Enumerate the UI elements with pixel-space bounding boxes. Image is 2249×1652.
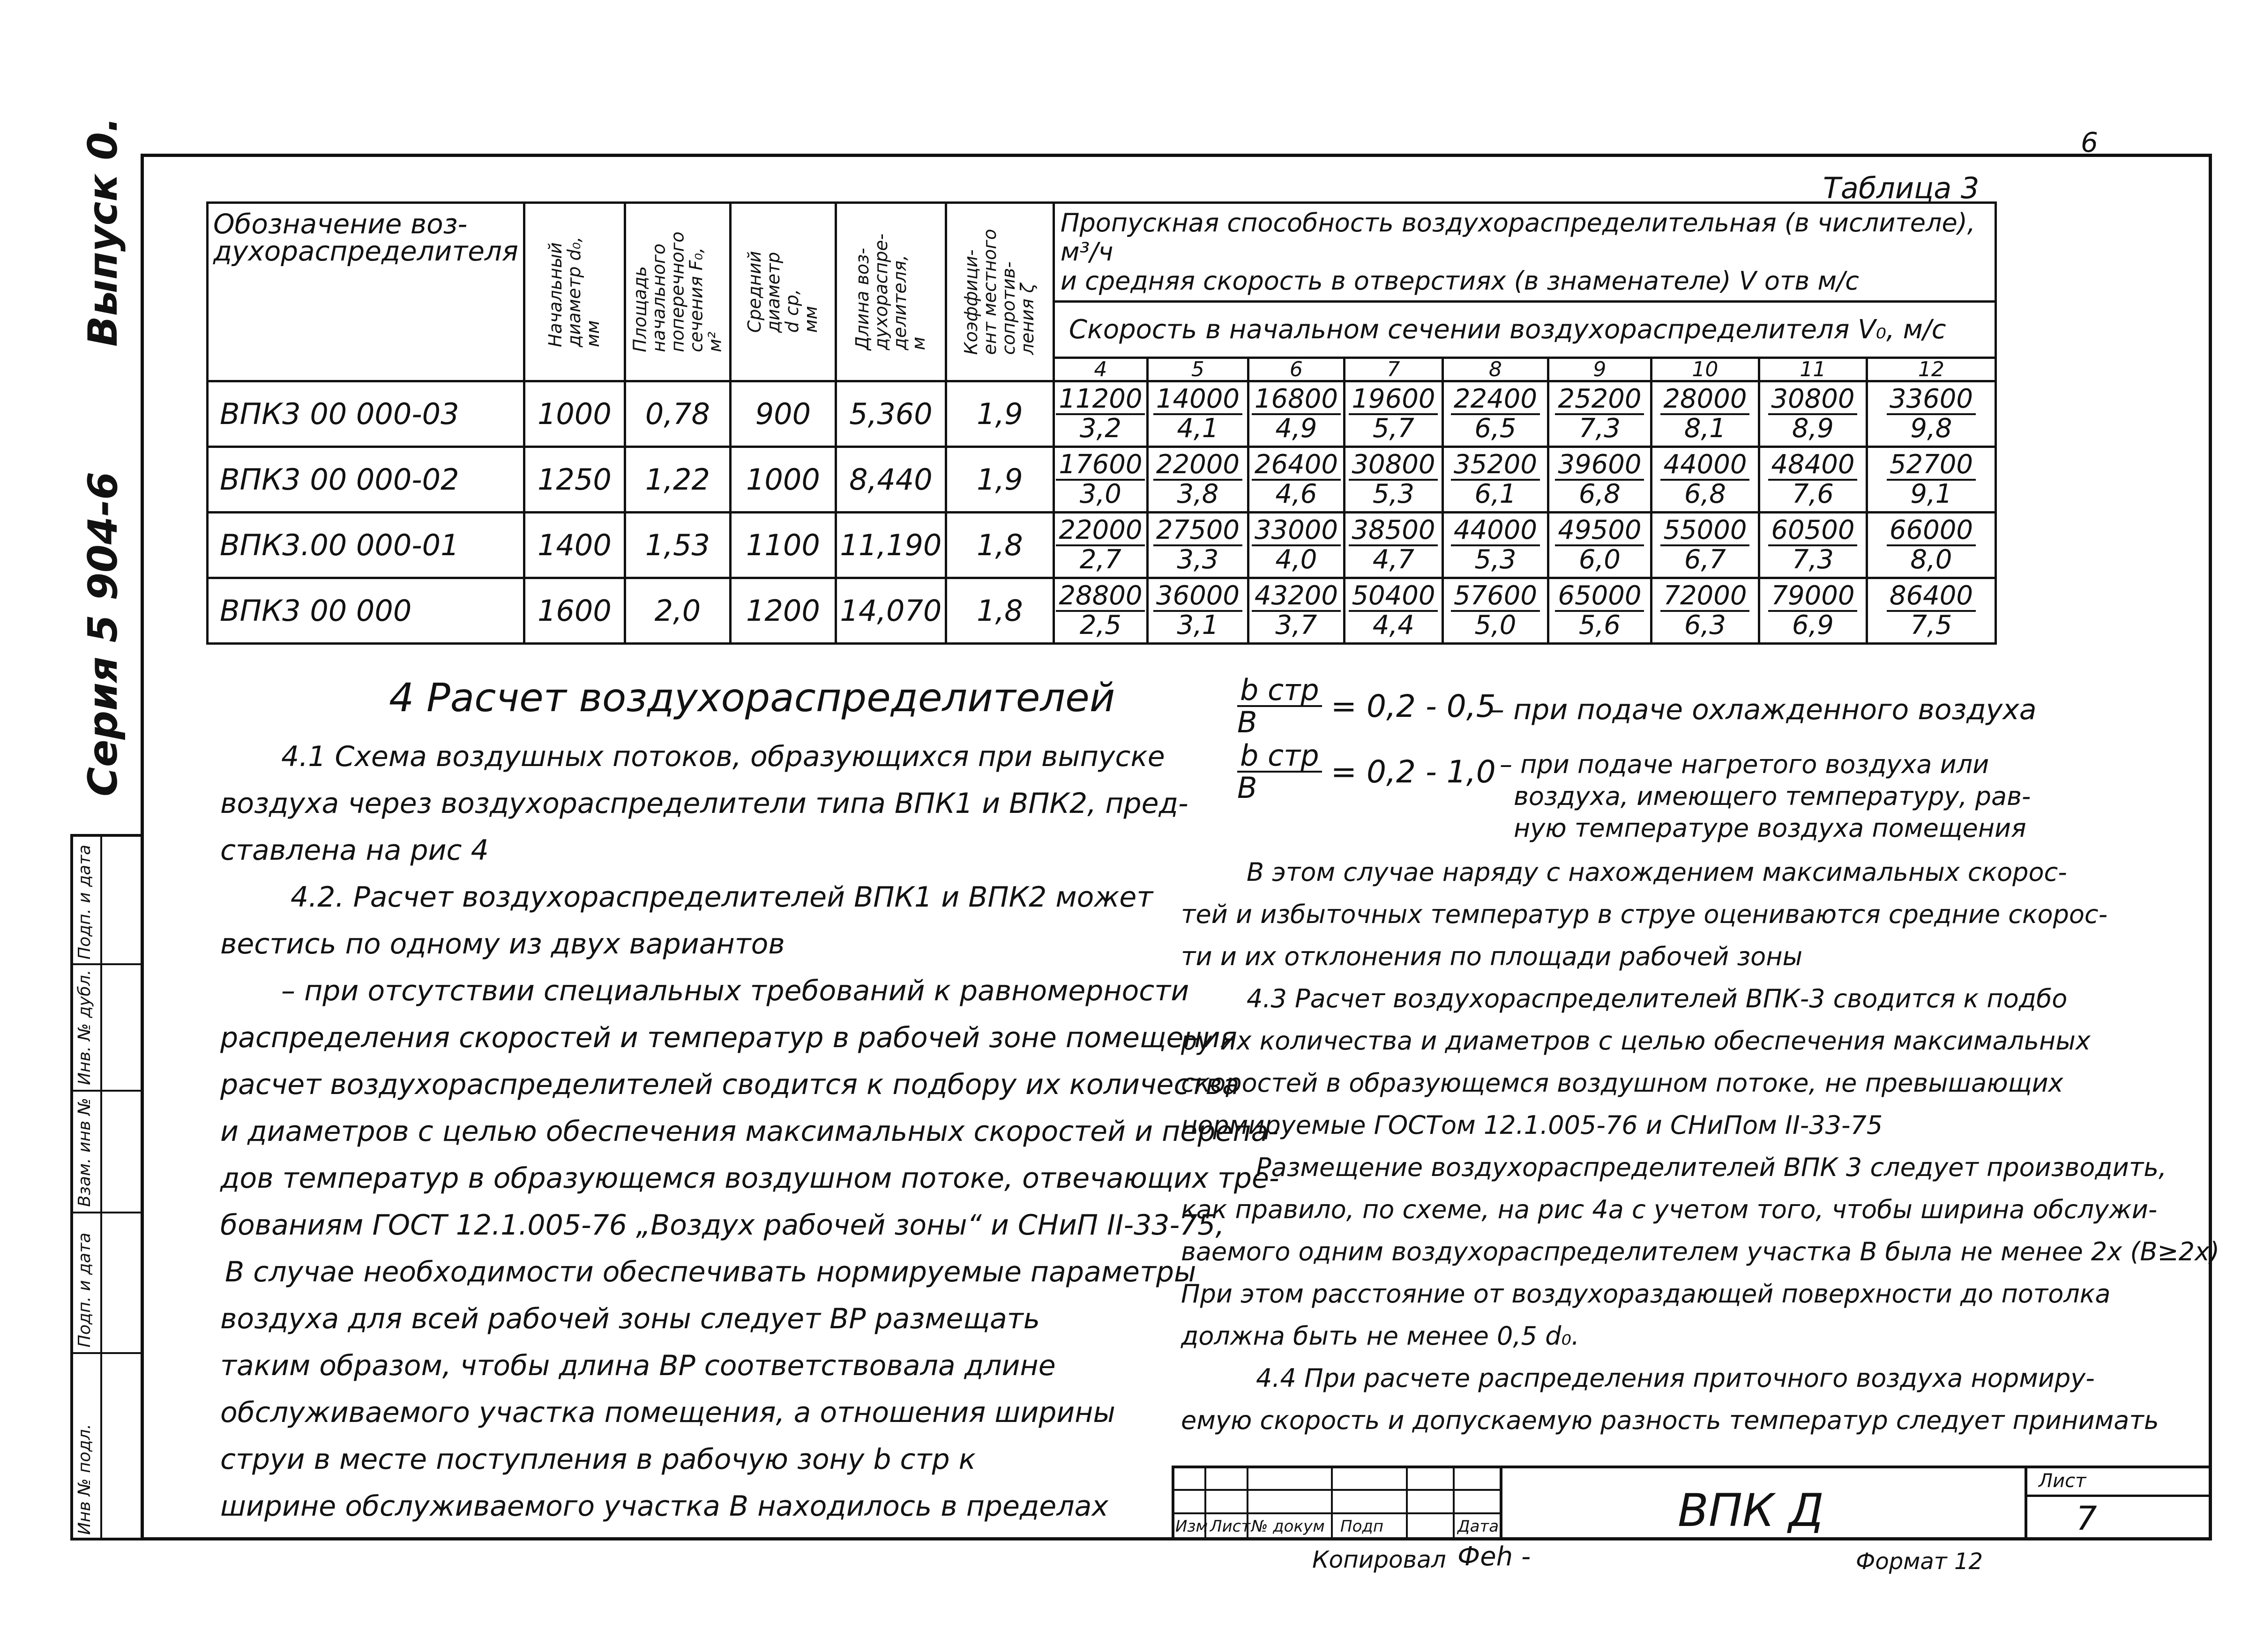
left-text-line: обслуживаемого участка помещения, а отношения ширины [220, 1396, 1115, 1429]
outlet-velocity-value: 8,9 [1792, 413, 1834, 444]
format-label: Формат 12 [1856, 1548, 1983, 1575]
row-capacity-cell [1759, 578, 1867, 644]
formula-1-numerator: b стр [1237, 675, 1322, 707]
right-text-line: В этом случае наряду с нахождением максимальных скорос- [1247, 857, 2067, 887]
row-capacity-cell [1548, 578, 1651, 644]
table-3 [206, 201, 1997, 645]
header-d0: Начальный диаметр d₀, мм [524, 203, 625, 381]
row-length: 5,360 [836, 381, 946, 447]
capacity-value: 22000 [1056, 517, 1145, 546]
capacity-value: 86400 [1887, 582, 1976, 612]
row-capacity-cell [1759, 381, 1867, 447]
table-row [208, 578, 1996, 644]
row-capacity-cell [1759, 447, 1867, 513]
capacity-value: 65000 [1555, 582, 1644, 612]
velocity-9: 9 [1548, 358, 1651, 381]
right-text-line: скоростей в образующемся воздушном потоке, не превышающих [1181, 1068, 2063, 1098]
formula-2-note-2: воздуха, имеющего температуру, рав- [1514, 781, 2031, 811]
left-text-line: струи в месте поступления в рабочую зону b стр к [220, 1443, 976, 1476]
left-text-line: ставлена на рис 4 [220, 834, 489, 867]
row-capacity-cell [1442, 513, 1548, 578]
left-text-line: и диаметров с целью обеспечения максимальных скоростей и перепа- [220, 1115, 1278, 1148]
row-capacity-cell [1248, 513, 1344, 578]
row-capacity-cell [1344, 447, 1442, 513]
row-designation: ВПК3 00 000 [208, 578, 524, 644]
row-dcp: 1000 [730, 447, 836, 513]
capacity-value: 57600 [1451, 582, 1540, 612]
capacity-value: 50400 [1349, 582, 1438, 612]
row-d0: 1250 [524, 447, 625, 513]
row-dcp: 1200 [730, 578, 836, 644]
formula-1-value: = 0,2 - 0,5 [1330, 688, 1496, 724]
row-capacity-cell [1867, 381, 1995, 447]
outlet-velocity-value: 4,4 [1372, 610, 1414, 640]
capacity-value: 52700 [1887, 451, 1976, 481]
table-row [208, 447, 1996, 513]
row-f0: 0,78 [625, 381, 730, 447]
formula-2-note-3: ную температуре воздуха помещения [1514, 813, 2026, 843]
capacity-value: 30800 [1349, 451, 1438, 481]
velocity-11: 11 [1759, 358, 1867, 381]
left-text-line: расчет воздухораспределителей сводится к подбору их количества [220, 1068, 1240, 1101]
header-f0: Площадь начального поперечного сечения F₀, м² [625, 203, 730, 381]
velocity-10: 10 [1651, 358, 1759, 381]
row-capacity-cell [1867, 447, 1995, 513]
capacity-value: 19600 [1349, 386, 1438, 415]
outlet-velocity-value: 7,5 [1910, 610, 1952, 640]
row-capacity-cell [1147, 578, 1248, 644]
row-dcp: 900 [730, 381, 836, 447]
strip-label-5: Подп. и дата [75, 844, 94, 960]
outlet-velocity-value: 3,1 [1177, 610, 1219, 640]
formula-1 [1237, 673, 1496, 740]
row-f0: 1,22 [625, 447, 730, 513]
copied-signature: Феh - [1457, 1541, 1531, 1572]
row-zeta: 1,9 [946, 381, 1054, 447]
capacity-value: 16800 [1252, 386, 1341, 415]
right-text-line: как правило, по схеме, на рис 4а с учетом того, чтобы ширина обслужи- [1181, 1195, 2158, 1224]
row-capacity-cell [1651, 578, 1759, 644]
right-text-line: нормируемые ГОСТом 12.1.005-76 и СНиПом II-33-75 [1181, 1110, 1883, 1140]
outlet-velocity-value: 5,6 [1578, 610, 1621, 640]
outlet-velocity-value: 7,6 [1792, 478, 1834, 509]
left-text-line: 4.1 Схема воздушных потоков, образующихся при выпуске [281, 740, 1165, 773]
outlet-velocity-value: 9,1 [1910, 478, 1952, 509]
row-f0: 2,0 [625, 578, 730, 644]
capacity-value: 11200 [1056, 386, 1145, 415]
capacity-value: 28000 [1660, 386, 1749, 415]
outlet-velocity-value: 5,0 [1474, 610, 1517, 640]
formula-2-numerator: b стр [1237, 740, 1322, 773]
velocity-7: 7 [1344, 358, 1442, 381]
row-capacity-cell [1054, 447, 1147, 513]
outlet-velocity-value: 8,1 [1684, 413, 1726, 444]
velocity-4: 4 [1054, 358, 1147, 381]
capacity-value: 43200 [1252, 582, 1341, 612]
row-d0: 1400 [524, 513, 625, 578]
row-capacity-cell [1548, 447, 1651, 513]
capacity-value: 79000 [1768, 582, 1857, 612]
right-text-line: ти и их отклонения по площади рабочей зоны [1181, 942, 1803, 971]
row-capacity-cell [1548, 513, 1651, 578]
row-capacity-cell [1054, 513, 1147, 578]
capacity-value: 30800 [1768, 386, 1857, 415]
row-length: 8,440 [836, 447, 946, 513]
row-capacity-cell [1147, 513, 1248, 578]
capacity-value: 55000 [1660, 517, 1749, 546]
row-capacity-cell [1054, 578, 1147, 644]
row-capacity-cell [1867, 513, 1995, 578]
right-text-line: тей и избыточных температур в струе оцениваются средние скорос- [1181, 900, 2108, 929]
outlet-velocity-value: 3,0 [1079, 478, 1121, 509]
side-series-label: Серия 5 904-6 [80, 471, 127, 796]
side-issue-label: Выпуск 0. [80, 117, 127, 347]
table-caption: Таблица 3 [1823, 171, 1980, 205]
outlet-velocity-value: 3,8 [1177, 478, 1219, 509]
right-text-line: 4.4 При расчете распределения приточного воздуха нормиру- [1256, 1363, 2095, 1393]
left-text-line: воздуха для всей рабочей зоны следует ВР размещать [220, 1302, 1040, 1335]
header-length: Длина воз- духораспре- делителя, м [836, 203, 946, 381]
velocity-12: 12 [1867, 358, 1995, 381]
formula-2-denominator: В [1237, 771, 1257, 805]
right-text-line: ваемого одним воздухораспределителем участка В была не менее 2х (В≥2х) [1181, 1237, 2220, 1266]
copied-label: Копировал [1312, 1546, 1446, 1573]
formula-2-value: = 0,2 - 1,0 [1330, 753, 1496, 790]
row-capacity-cell [1651, 447, 1759, 513]
binding-strip [70, 834, 141, 1540]
page-mark: 6 [2081, 127, 2098, 158]
capacity-value: 38500 [1349, 517, 1438, 546]
title-block [1172, 1466, 2212, 1540]
outlet-velocity-value: 7,3 [1792, 544, 1834, 575]
outlet-velocity-value: 6,8 [1684, 478, 1726, 509]
outlet-velocity-value: 6,1 [1474, 478, 1517, 509]
table-row [208, 513, 1996, 578]
header-capacity [1054, 203, 1995, 302]
row-capacity-cell [1147, 381, 1248, 447]
outlet-velocity-value: 8,0 [1910, 544, 1952, 575]
header-dcp: Средний диаметр d ср, мм [730, 203, 836, 381]
row-capacity-cell [1248, 578, 1344, 644]
row-length: 14,070 [836, 578, 946, 644]
right-text-line: 4.3 Расчет воздухораспределителей ВПК-3 сводится к подбо [1247, 984, 2068, 1013]
row-capacity-cell [1147, 447, 1248, 513]
outlet-velocity-value: 6,5 [1474, 413, 1517, 444]
capacity-value: 36000 [1153, 582, 1242, 612]
header-velocity: Скорость в начальном сечении воздухораспределителя V₀, м/с [1054, 302, 1995, 358]
row-capacity-cell [1344, 513, 1442, 578]
row-dcp: 1100 [730, 513, 836, 578]
formula-1-note: – при подаче охлажденного воздуха [1490, 693, 2037, 726]
row-capacity-cell [1442, 381, 1548, 447]
strip-label-2: Подп. и дата [75, 1232, 94, 1347]
left-text-line: дов температур в образующемся воздушном потоке, отвечающих тре- [220, 1162, 1279, 1195]
header-designation: Обозначение воз- духораспределителя [208, 203, 524, 381]
velocity-8: 8 [1442, 358, 1548, 381]
right-text-line: должна быть не менее 0,5 d₀. [1181, 1321, 1580, 1351]
outlet-velocity-value: 2,7 [1079, 544, 1121, 575]
left-text-line: 4.2. Расчет воздухораспределителей ВПК1 и ВПК2 может [291, 881, 1153, 914]
header-capacity-line1: Пропускная способность воздухораспределительная (в числителе), м³/ч [1060, 208, 1975, 267]
capacity-value: 44000 [1451, 517, 1540, 546]
capacity-value: 22400 [1451, 386, 1540, 415]
row-capacity-cell [1344, 381, 1442, 447]
row-d0: 1000 [524, 381, 625, 447]
velocity-6: 6 [1248, 358, 1344, 381]
capacity-value: 66000 [1887, 517, 1976, 546]
left-text-line: вестись по одному из двух вариантов [220, 928, 785, 960]
outlet-velocity-value: 6,3 [1684, 610, 1726, 640]
row-capacity-cell [1442, 578, 1548, 644]
velocity-5: 5 [1147, 358, 1248, 381]
left-text-line: бованиям ГОСТ 12.1.005-76 „Воздух рабочей зоны“ и СНиП II-33-75, [220, 1209, 1225, 1242]
row-capacity-cell [1248, 447, 1344, 513]
outlet-velocity-value: 6,8 [1578, 478, 1621, 509]
sheet-number: 7 [2076, 1499, 2097, 1538]
outlet-velocity-value: 5,7 [1372, 413, 1414, 444]
title-label-doc: № докум [1251, 1517, 1325, 1536]
outlet-velocity-value: 4,7 [1372, 544, 1414, 575]
formula-2 [1237, 740, 1496, 803]
right-text-line: ру их количества и диаметров с целью обеспечения максимальных [1181, 1026, 2091, 1056]
row-designation: ВПК3 00 000-03 [208, 381, 524, 447]
outlet-velocity-value: 3,2 [1079, 413, 1121, 444]
capacity-value: 60500 [1768, 517, 1857, 546]
table-body [208, 381, 1996, 644]
capacity-value: 28800 [1056, 582, 1145, 612]
capacity-value: 44000 [1660, 451, 1749, 481]
row-zeta: 1,8 [946, 578, 1054, 644]
outlet-velocity-value: 6,9 [1792, 610, 1834, 640]
capacity-value: 33000 [1252, 517, 1341, 546]
strip-label-3: Взам. инв № [75, 1098, 94, 1207]
left-text-line: распределения скоростей и температур в рабочей зоне помещения [220, 1021, 1237, 1054]
left-text-line: – при отсутствии специальных требований к равномерности [281, 975, 1189, 1007]
row-capacity-cell [1759, 513, 1867, 578]
header-zeta: Коэффици- ент местного сопротив- ления ζ [946, 203, 1054, 381]
right-text-line: При этом расстояние от воздухораздающей поверхности до потолка [1181, 1279, 2111, 1309]
row-capacity-cell [1344, 578, 1442, 644]
capacity-value: 22000 [1153, 451, 1242, 481]
outlet-velocity-value: 3,3 [1177, 544, 1219, 575]
strip-label-4: Инв. № дубл. [75, 969, 94, 1085]
capacity-value: 14000 [1153, 386, 1242, 415]
table-row [208, 381, 1996, 447]
title-label-sign: Подп [1340, 1517, 1384, 1536]
title-label-date: Дата [1457, 1517, 1499, 1536]
row-designation: ВПК3.00 000-01 [208, 513, 524, 578]
outlet-velocity-value: 3,7 [1275, 610, 1317, 640]
formula-1-denominator: В [1237, 705, 1257, 740]
row-zeta: 1,9 [946, 447, 1054, 513]
capacity-value: 17600 [1056, 451, 1145, 481]
capacity-value: 35200 [1451, 451, 1540, 481]
left-text-line: ширине обслуживаемого участка В находилось в пределах [220, 1490, 1108, 1523]
document-code: ВПК Д [1678, 1484, 1824, 1537]
title-label-izm: Изм [1175, 1517, 1208, 1536]
row-capacity-cell [1867, 578, 1995, 644]
outlet-velocity-value: 9,8 [1910, 413, 1952, 444]
capacity-value: 39600 [1555, 451, 1644, 481]
row-designation: ВПК3 00 000-02 [208, 447, 524, 513]
right-text-line: емую скорость и допускаемую разность температур следует принимать [1181, 1406, 2159, 1435]
capacity-value: 27500 [1153, 517, 1242, 546]
outlet-velocity-value: 5,3 [1372, 478, 1414, 509]
outlet-velocity-value: 6,0 [1578, 544, 1621, 575]
capacity-value: 25200 [1555, 386, 1644, 415]
row-capacity-cell [1548, 381, 1651, 447]
capacity-value: 26400 [1252, 451, 1341, 481]
capacity-value: 33600 [1887, 386, 1976, 415]
left-text-line: воздуха через воздухораспределители типа ВПК1 и ВПК2, пред- [220, 787, 1188, 820]
row-capacity-cell [1651, 381, 1759, 447]
outlet-velocity-value: 4,1 [1177, 413, 1219, 444]
capacity-value: 49500 [1555, 517, 1644, 546]
left-text-line: В случае необходимости обеспечивать нормируемые параметры [225, 1256, 1196, 1288]
right-text-line: Размещение воздухораспределителей ВПК 3 следует производить, [1256, 1153, 2167, 1182]
formula-2-note-1: – при подаче нагретого воздуха или [1500, 750, 1989, 779]
section-heading: 4 Расчет воздухораспределителей [389, 675, 1115, 721]
sheet-label: Лист [2039, 1470, 2086, 1492]
row-capacity-cell [1054, 381, 1147, 447]
row-capacity-cell [1442, 447, 1548, 513]
outlet-velocity-value: 4,0 [1275, 544, 1317, 575]
row-f0: 1,53 [625, 513, 730, 578]
row-capacity-cell [1248, 381, 1344, 447]
outlet-velocity-value: 4,6 [1275, 478, 1317, 509]
outlet-velocity-value: 6,7 [1684, 544, 1726, 575]
row-length: 11,190 [836, 513, 946, 578]
row-zeta: 1,8 [946, 513, 1054, 578]
strip-label-1: Инв № подл. [75, 1424, 94, 1535]
row-d0: 1600 [524, 578, 625, 644]
capacity-value: 72000 [1660, 582, 1749, 612]
capacity-value: 48400 [1768, 451, 1857, 481]
header-capacity-line2: и средняя скорость в отверстиях (в знаменателе) V отв м/с [1060, 266, 1859, 296]
outlet-velocity-value: 4,9 [1275, 413, 1317, 444]
title-label-list: Лист [1210, 1517, 1251, 1536]
row-capacity-cell [1651, 513, 1759, 578]
outlet-velocity-value: 7,3 [1578, 413, 1621, 444]
outlet-velocity-value: 2,5 [1079, 610, 1121, 640]
left-text-line: таким образом, чтобы длина ВР соответствовала длине [220, 1349, 1056, 1382]
outlet-velocity-value: 5,3 [1474, 544, 1517, 575]
